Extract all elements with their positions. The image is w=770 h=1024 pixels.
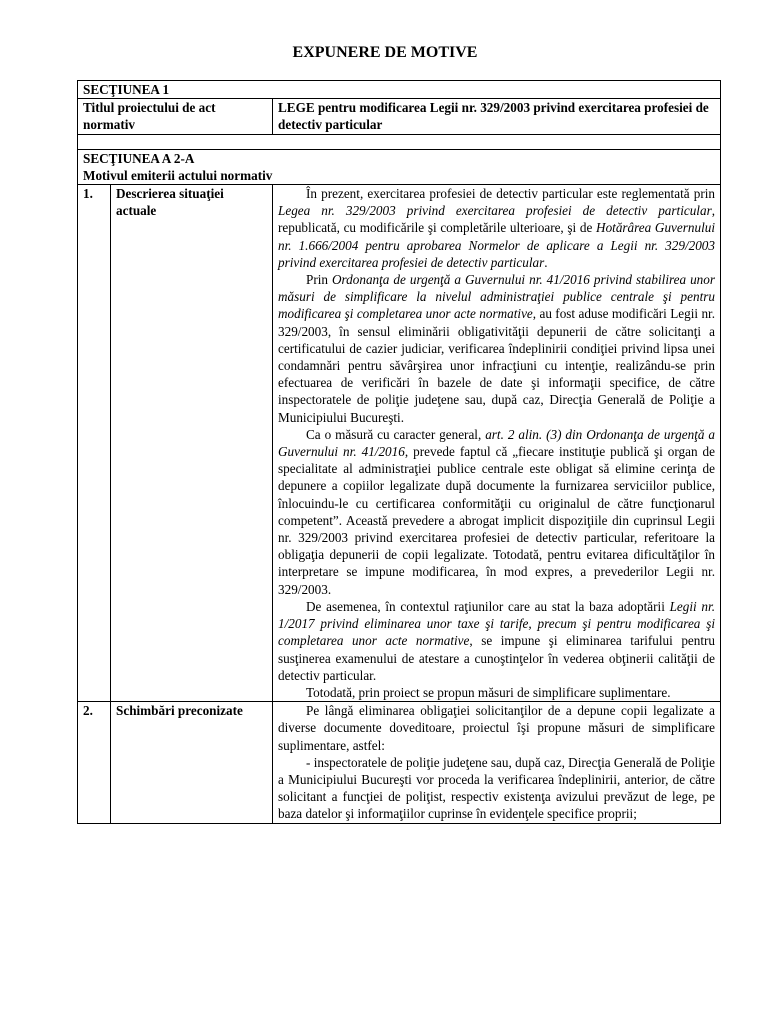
section1-heading: SECŢIUNEA 1 — [78, 81, 721, 99]
text-run: , republicată, cu modificările şi completările ulterioare, şi de — [278, 203, 715, 236]
italic-reference: art. 2 alin. (3) din Ordonanţa de urgenţă a Guvernului nr. 41/2016 — [278, 426, 715, 460]
paragraph — [278, 754, 715, 823]
text-run: , au fost aduse modificări Legii nr. 329/2003, în sensul eliminării obligativităţii depunerii de către solicitanţi a certificatului de cazier judiciar, verificarea îndeplinirii condiţiei privind lipsa unei condamnări pentru săvârşirea unor infracţiuni cu intenţie, realizându-se prin efectuarea de verificări în bazele de date şi informaţii specifice, de către inspectoratele de poliţie judeţene sau, după caz, Direcţia Generală de Poliţie a Municipiului Bucureşti. — [278, 306, 715, 425]
text-run: - inspectoratele de poliţie judeţene sau, după caz, Direcţia Generală de Poliţie a Municipiului Bucureşti vor proceda la verificarea îndeplinirii, anterior, de către solicitant a funcţiei de poliţist, respectiv existenţa avizului prevăzut de lege, pe baza datelor şi informaţiilor cuprinse în evidenţele specifice proprii; — [278, 754, 715, 822]
section2-subheading: Motivul emiterii actului normativ — [83, 167, 273, 183]
paragraph — [278, 702, 715, 754]
section1-value: LEGE pentru modificarea Legii nr. 329/2003 privind exercitarea profesiei de detectiv particular — [273, 99, 721, 134]
text-run: În prezent, exercitarea profesiei de detectiv particular este reglementată prin — [306, 186, 715, 202]
section1-heading-row — [78, 81, 721, 99]
text-run: , se impune şi eliminarea tarifului pentru susţinerea examenului de atestare a cunoştinţelor în vederea obţinerii calităţii de detectiv particular. — [278, 633, 716, 683]
paragraph — [278, 426, 715, 598]
table-row — [78, 702, 721, 823]
section2-heading: SECŢIUNEA A 2-A — [83, 150, 195, 166]
paragraph — [278, 271, 715, 426]
row-content-schimbari — [273, 702, 721, 823]
italic-reference: Legea nr. 329/2003 privind exercitarea profesiei de detectiv particular — [278, 203, 712, 219]
paragraph — [278, 185, 715, 271]
text-run: Ca o măsură cu caracter general, — [306, 426, 486, 442]
document-title: EXPUNERE DE MOTIVE — [292, 44, 478, 61]
row-label: Schimbări preconizate — [111, 702, 273, 823]
spacer-row — [78, 134, 721, 149]
italic-reference: Hotărârea Guvernului nr. 1.666/2004 pentru aprobarea Normelor de aplicare a Legii nr. 329/2003 privind exercitarea profesiei de detectiv particular — [278, 220, 715, 270]
table-row — [78, 185, 721, 702]
text-run: Totodată, prin proiect se propun măsuri de simplificare suplimentare. — [306, 684, 671, 700]
text-run: , prevede faptul că „fiecare instituţie publică şi organ de specialitate al administraţiei publice centrale este obligat să elimine cerinţa de depunere a copiilor legalizate după documente la furnizarea serviciilor publice, înlocuindu-le cu certificarea conformităţii cu originalul de către funcţionarul competent”. Această prevedere a abrogat implicit dispoziţiile din cuprinsul Legii nr. 329/2003 privind exercitarea profesiei de detectiv particular, referitoare la obligaţia depunerii de copii legalizate. Totodată, pentru evitarea dificultăţilor în interpretare se impune modificarea, în mod expres, a prevederilor Legii nr. 329/2003. — [278, 444, 715, 597]
section1-title-row — [78, 99, 721, 134]
text-run: Prin — [306, 272, 332, 288]
italic-reference: Legii nr. 1/2017 privind eliminarea unor taxe şi tarife, precum şi pentru modificarea şi completarea unor acte normative — [278, 598, 715, 649]
row-content-situatie — [273, 185, 721, 702]
row-number: 1. — [78, 185, 111, 702]
section2-heading-row — [78, 149, 721, 184]
text-run: Pe lângă eliminarea obligaţiei solicitanţilor de a depune copii legalizate a diverse documente doveditoare, proiectul îşi propune măsuri de simplificare suplimentare, astfel: — [278, 703, 715, 753]
section1-label: Titlul proiectului de act normativ — [78, 99, 273, 134]
row-label: Descrierea situaţiei actuale — [111, 185, 273, 702]
paragraph — [278, 598, 715, 684]
paragraph — [278, 684, 715, 701]
motive-table — [77, 80, 721, 824]
italic-reference: Ordonanţa de urgenţă a Guvernului nr. 41/2016 privind stabilirea unor măsuri de simplificare la nivelul administraţiei publice centrale şi pentru modificarea şi completarea unor acte normative — [278, 272, 716, 322]
row-number: 2. — [78, 702, 111, 823]
text-run: De asemenea, în contextul raţiunilor care au stat la baza adoptării — [306, 598, 670, 614]
text-run: . — [544, 254, 548, 270]
